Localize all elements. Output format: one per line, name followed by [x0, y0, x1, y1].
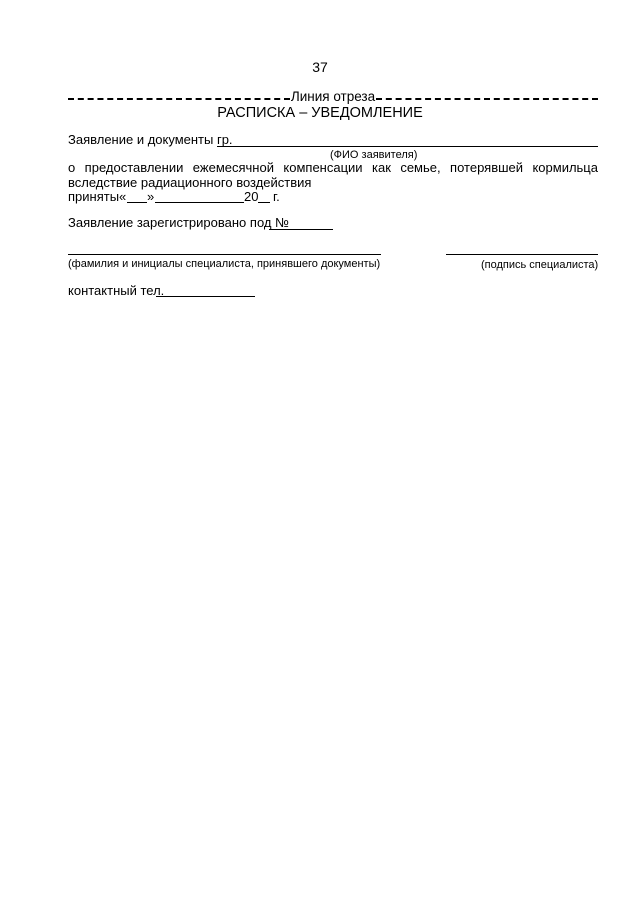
applicant-caption: (ФИО заявителя) [330, 149, 418, 161]
specialist-caption: (фамилия и инициалы специалиста, принявшего документы) [68, 258, 381, 270]
cut-line-label: Линия отреза [290, 89, 376, 104]
phone-label: контактный тел. [68, 283, 165, 298]
applicant-label: Заявление и документы гр. [68, 132, 233, 147]
registration-number-field[interactable] [269, 229, 333, 230]
specialist-signature-field[interactable] [446, 254, 598, 255]
quote-close: » [147, 189, 155, 204]
quote-open: « [119, 189, 127, 204]
purpose-text [68, 160, 598, 190]
cut-line [68, 90, 598, 104]
phone-field[interactable] [156, 296, 255, 297]
accepted-year-field[interactable] [258, 202, 270, 203]
receipt-title: РАСПИСКА – УВЕДОМЛЕНИЕ [217, 105, 423, 121]
page-number: 37 [312, 59, 328, 75]
specialist-name-field[interactable] [68, 254, 381, 255]
registered-label: Заявление зарегистрировано под № [68, 215, 290, 230]
year-prefix: 20 [244, 189, 259, 204]
accepted-month-field[interactable] [155, 202, 244, 203]
accepted-day-field[interactable] [127, 202, 147, 203]
applicant-name-field[interactable] [217, 146, 598, 147]
accepted-label: приняты [68, 189, 120, 204]
purpose-text-content: о предоставлении ежемесячной компенсации как семье, потерявшей кормильца вследствие радиационного воздействия [68, 160, 598, 190]
year-suffix: г. [273, 189, 280, 204]
signature-caption: (подпись специалиста) [481, 259, 599, 271]
cut-line-dash-left [68, 98, 290, 100]
cut-line-dash-right [376, 98, 598, 100]
